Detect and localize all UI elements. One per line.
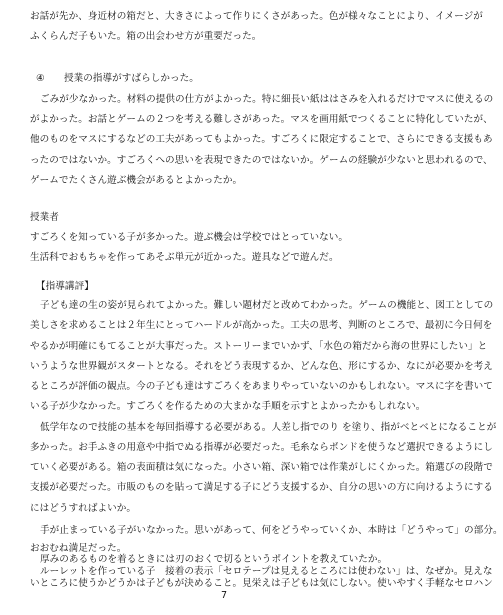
- text-line: 生活科でおもちゃを作ってあそぶ単元が近かった。遊具などで遊んだ。: [30, 252, 339, 263]
- text-line: にはどうすればよいか。: [30, 503, 137, 514]
- text-line: すごろくを知っている子が多かった。遊ぶ機会は学校ではとっていない。: [30, 232, 349, 243]
- text-line: がよかった。お話とゲームの２つを考える難しさがあった。マスを画用紙でつくることに特化していたが、: [30, 114, 493, 125]
- section-heading: 授業者: [30, 212, 59, 223]
- text-line: 多かった。お手ふきの用意や中指でぬる指導が必要だった。毛糸ならボンドを使うなど選択できるようにし: [30, 442, 493, 453]
- page-number: 7: [220, 590, 228, 601]
- text-line: いところに使うかどうかは子どもが決めること。見栄えは子どもは気にしない。使いやすく手軽なセロハン: [30, 578, 493, 589]
- text-line: ゲームでたくさん遊ぶ機会があるとよかったか。: [30, 175, 243, 186]
- text-line: 低学年なので技能の基本を毎回指導する必要がある。人差し指でのり を塗り、指がベとベとになることが: [40, 422, 497, 433]
- text-line: ごみが少なかった。材料の提供の仕方がよかった。特に細長い紙ははさみを入れるだけでマスに使えるの: [40, 94, 494, 105]
- text-line: 他のものをマスにするなどの工夫があってもよかった。すごろくに限定することで、さらにできる支援もあ: [30, 134, 493, 145]
- text-line: ったのではないか。すごろくへの思いを表現できたのではないか。ゲームの経験が少ないと思われるので、: [30, 155, 493, 166]
- text-line: やるかが明確にもてることが大事だった。ストーリーまでいかず、「水色の箱だから海の世界にしたい」と: [30, 341, 488, 352]
- text-line: 支援が必要だった。市販のものを貼って満足する子にどう支援するか、自分の思いの方に向けるようにする: [30, 482, 493, 493]
- text-line: 子ども達の生の姿が見られてよかった。難しい題材だと改めてわかった。ゲームの機能と、図工としての: [40, 300, 494, 311]
- text-line: いうような世界観がスタートとなる。それをどう表現するか、どんな色、形にするか、なにが必要かを考え: [30, 361, 493, 372]
- section-heading: ④ 授業の指導がすばらしかった。: [36, 73, 199, 84]
- text-line: 厚みのあるものを着るときには刃のおくで切るというポイントを教えていたか。: [40, 554, 388, 565]
- text-line: ていく必要がある。箱の表面積は気になった。小さい箱、深い箱では作業がしにくかった。箱選びの段階で: [30, 462, 493, 473]
- text-line: 手が止まっている子がいなかった。思いがあって、何をどうやっていくか、本時は「どうやって」の部分。: [40, 525, 503, 536]
- text-line: おおむね満足だった。: [30, 543, 127, 554]
- text-line: るところが評価の観点。今の子ども達はすごろくをあまりやっていないのかもしれない。マスに字を書いて: [30, 381, 493, 392]
- text-line: 美しさを求めることは２年生にとってハードルが高かった。工夫の思考、判断のところで、最初に今日何を: [30, 320, 493, 331]
- text-line: ふくらんだ子もいた。箱の出会わせ方が重要だった。: [30, 31, 262, 42]
- text-line: ルーレットを作っている子 接着の表示「セロテープは見えるところには使わない」は、なぜか。見えな: [40, 566, 493, 577]
- section-heading: 【指導講評】: [36, 281, 94, 292]
- text-line: いる子が少なかった。すごろくを作るための大まかな手順を示すとよかったかもしれない。: [30, 401, 426, 412]
- text-line: お話が先か、身近材の箱だと、大きさによって作りにくさがあった。色が様々なことにより、イメージが: [30, 11, 483, 22]
